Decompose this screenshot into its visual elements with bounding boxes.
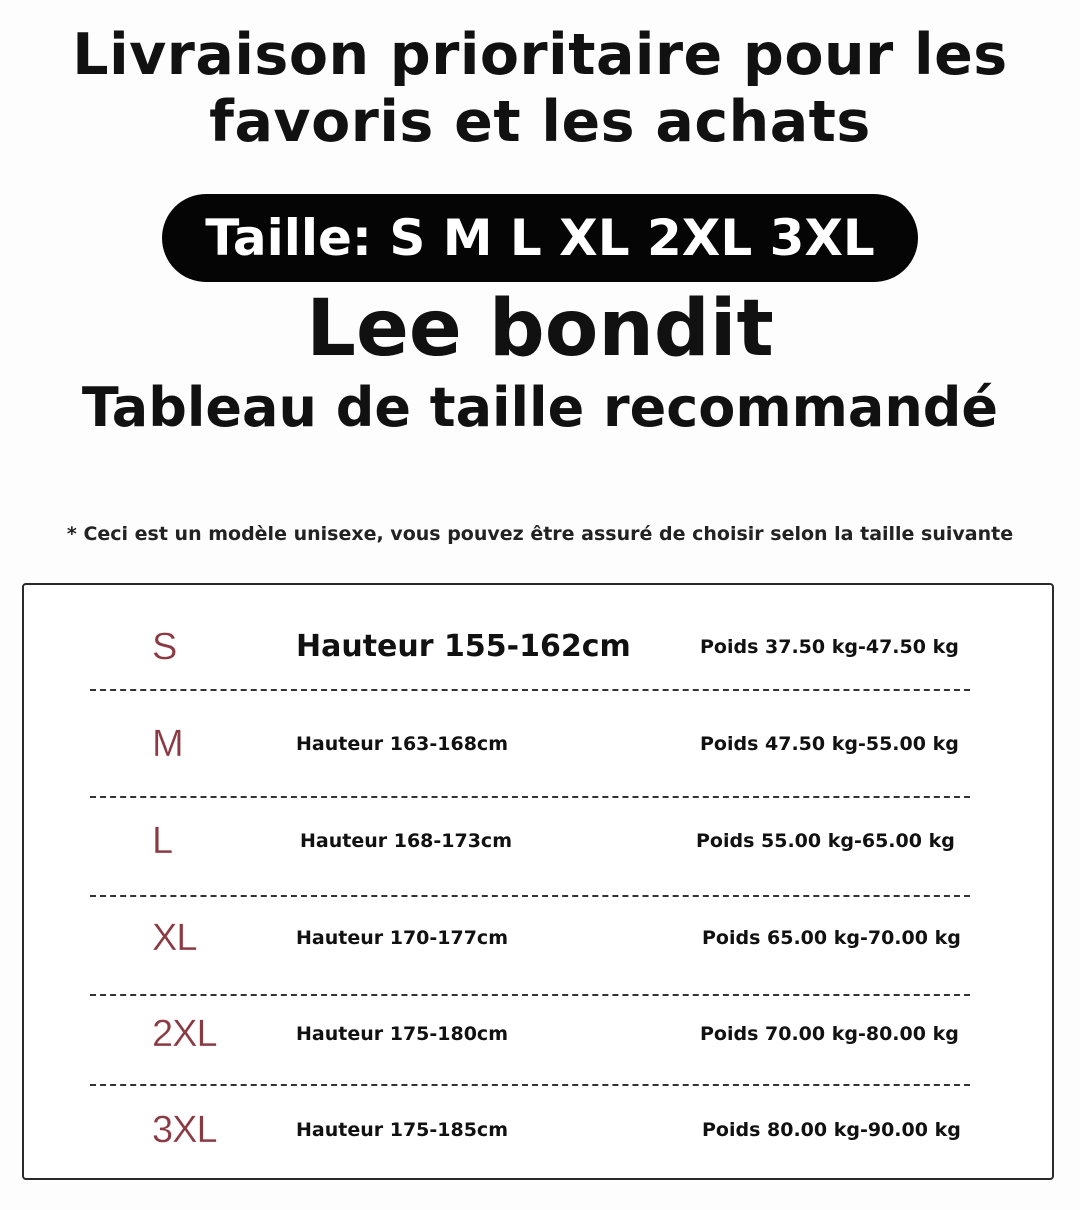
weight-range: Poids 47.50 kg-55.00 kg xyxy=(700,733,959,755)
weight-range: Poids 55.00 kg-65.00 kg xyxy=(696,830,955,852)
table-row-2xl xyxy=(24,986,1056,1082)
height-range: Hauteur 155-162cm xyxy=(296,629,631,664)
table-row-s xyxy=(24,599,1056,695)
row-divider xyxy=(90,689,970,691)
table-row-3xl xyxy=(24,1082,1056,1178)
height-range: Hauteur 170-177cm xyxy=(296,927,508,949)
headline-line-2: favoris et les achats xyxy=(209,89,871,155)
brand-name: Lee bondit xyxy=(306,284,774,374)
size-label: 2XL xyxy=(152,1013,217,1055)
height-range: Hauteur 168-173cm xyxy=(300,830,512,852)
size-table xyxy=(22,583,1054,1180)
height-range: Hauteur 175-180cm xyxy=(296,1023,508,1045)
headline xyxy=(0,22,1080,156)
headline-line-1: Livraison prioritaire pour les xyxy=(72,22,1008,88)
weight-range: Poids 65.00 kg-70.00 kg xyxy=(702,927,961,949)
height-range: Hauteur 175-185cm xyxy=(296,1119,508,1141)
table-row-l xyxy=(24,793,1056,889)
size-label: M xyxy=(152,723,183,765)
size-label: L xyxy=(152,820,173,862)
unisex-note: * Ceci est un modèle unisexe, vous pouvez être assuré de choisir selon la taille suivante xyxy=(66,523,1014,545)
size-label: 3XL xyxy=(152,1109,217,1151)
size-label: S xyxy=(152,626,177,668)
weight-range: Poids 70.00 kg-80.00 kg xyxy=(700,1023,959,1045)
height-range: Hauteur 163-168cm xyxy=(296,733,508,755)
size-label: XL xyxy=(152,917,197,959)
table-row-xl xyxy=(24,890,1056,986)
weight-range: Poids 80.00 kg-90.00 kg xyxy=(702,1119,961,1141)
size-banner: Taille: S M L XL 2XL 3XL xyxy=(162,194,918,282)
weight-range: Poids 37.50 kg-47.50 kg xyxy=(700,636,959,658)
chart-subtitle: Tableau de taille recommandé xyxy=(81,376,999,439)
table-row-m xyxy=(24,696,1056,792)
